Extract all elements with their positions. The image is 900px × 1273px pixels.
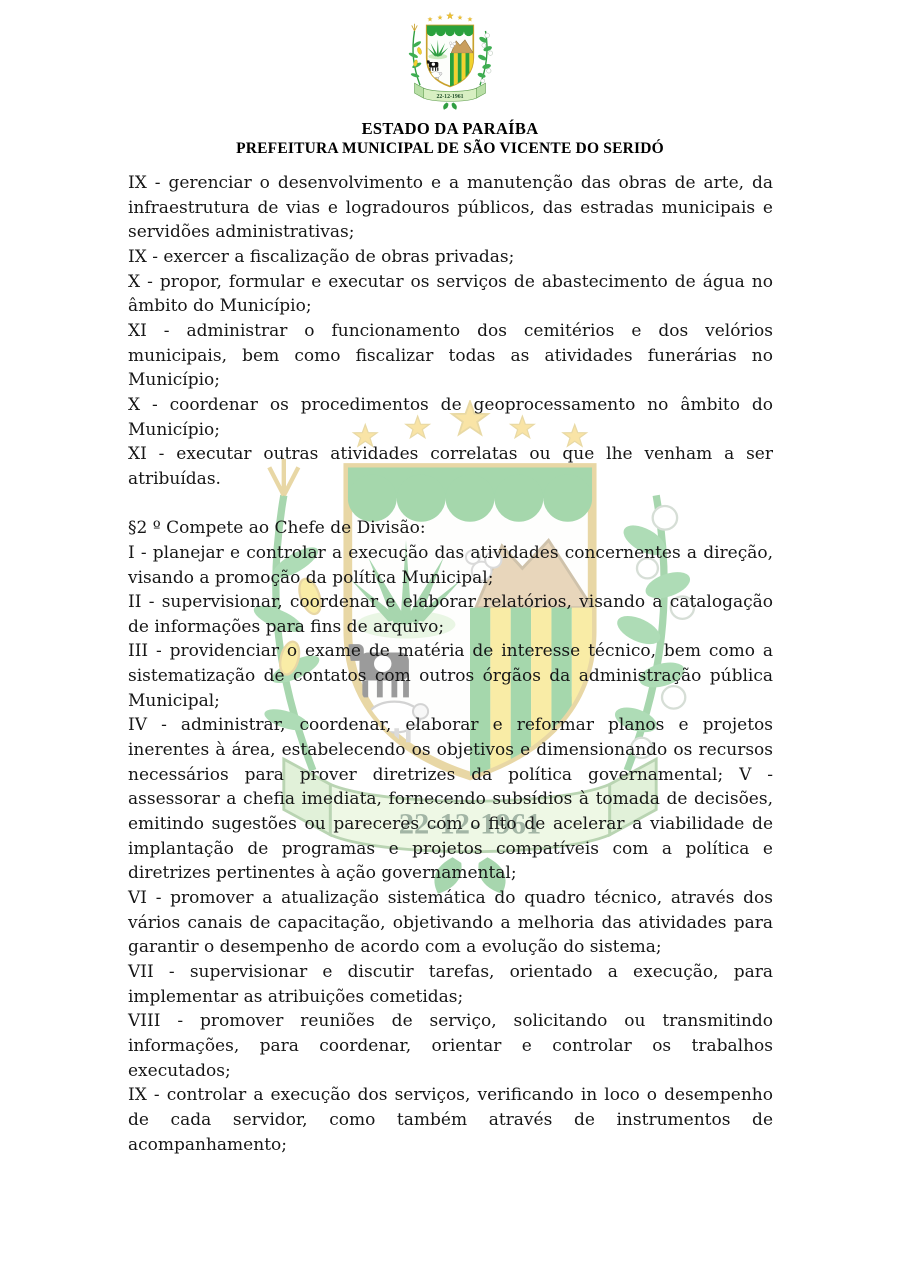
document-paragraph: IX - controlar a execução dos serviços, verificando in loco o desempenho de cada servidor, como também através de instrumentos de acompanhamento; — [128, 1085, 773, 1155]
header-state-title: ESTADO DA PARAÍBA — [361, 119, 539, 138]
coat-of-arms — [389, 12, 511, 112]
header-municipality-title: PREFEITURA MUNICIPAL DE SÃO VICENTE DO SERIDÓ — [236, 140, 664, 157]
document-paragraph: I - planejar e controlar a execução das atividades concernentes a direção, visando a promoção da política Municipal; — [128, 542, 773, 588]
document-paragraph: VI - promover a atualização sistemática do quadro técnico, através dos vários canais de capacitação, objetivando a melhoria das atividades para garantir o desempenho de acordo com a evolução do sistema; — [128, 888, 773, 958]
document-body — [128, 171, 773, 1157]
document-paragraph: IX - exercer a fiscalização de obras privadas; — [128, 246, 515, 267]
document-paragraph: X - coordenar os procedimentos de geoprocessamento no âmbito do Município; — [128, 394, 773, 440]
document-paragraph: IX - gerenciar o desenvolvimento e a manutenção das obras de arte, da infraestrutura de vias e logradouros públicos, das estradas municipais e servidões administrativas; — [128, 173, 773, 243]
document-paragraph: II - supervisionar, coordenar e elaborar relatórios, visando a catalogação de informações para fins de arquivo; — [128, 592, 773, 637]
document-paragraph: §2 º Compete ao Chefe de Divisão: — [128, 518, 426, 539]
document-paragraph: IV - administrar, coordenar, elaborar e reformar planos e projetos inerentes à área, estabelecendo os objetivos e dimensionando os recursos necessários para prover diretrizes da política governamental; V - assessorar a chefia imediata, fornecendo subsídios à tomada de decisões, emitindo sugestões ou pareceres com o fito de acelerar a viabilidade de implantação de programas e projetos compatíveis com a política e diretrizes pertinentes à ação governamental; — [128, 715, 773, 884]
document-paragraph: XI - executar outras atividades correlatas ou que lhe venham a ser atribuídas. — [128, 444, 773, 489]
document-paragraph: XI - administrar o funcionamento dos cemitérios e dos velórios municipais, bem como fiscalizar todas as atividades funerárias no Município; — [128, 320, 773, 391]
document-paragraph: VIII - promover reuniões de serviço, solicitando ou transmitindo informações, para coordenar, orientar e controlar os trabalhos executados; — [128, 1011, 773, 1081]
document-paragraph: III - providenciar o exame de matéria de interesse técnico, bem como a sistematização de contatos com outros órgãos da administração pública Municipal; — [128, 641, 773, 711]
letterhead — [0, 12, 900, 158]
document-paragraph: X - propor, formular e executar os serviços de abastecimento de água no âmbito do Município; — [128, 271, 773, 317]
document-paragraph: VII - supervisionar e discutir tarefas, orientado a execução, para implementar as atribuições cometidas; — [128, 962, 773, 1007]
